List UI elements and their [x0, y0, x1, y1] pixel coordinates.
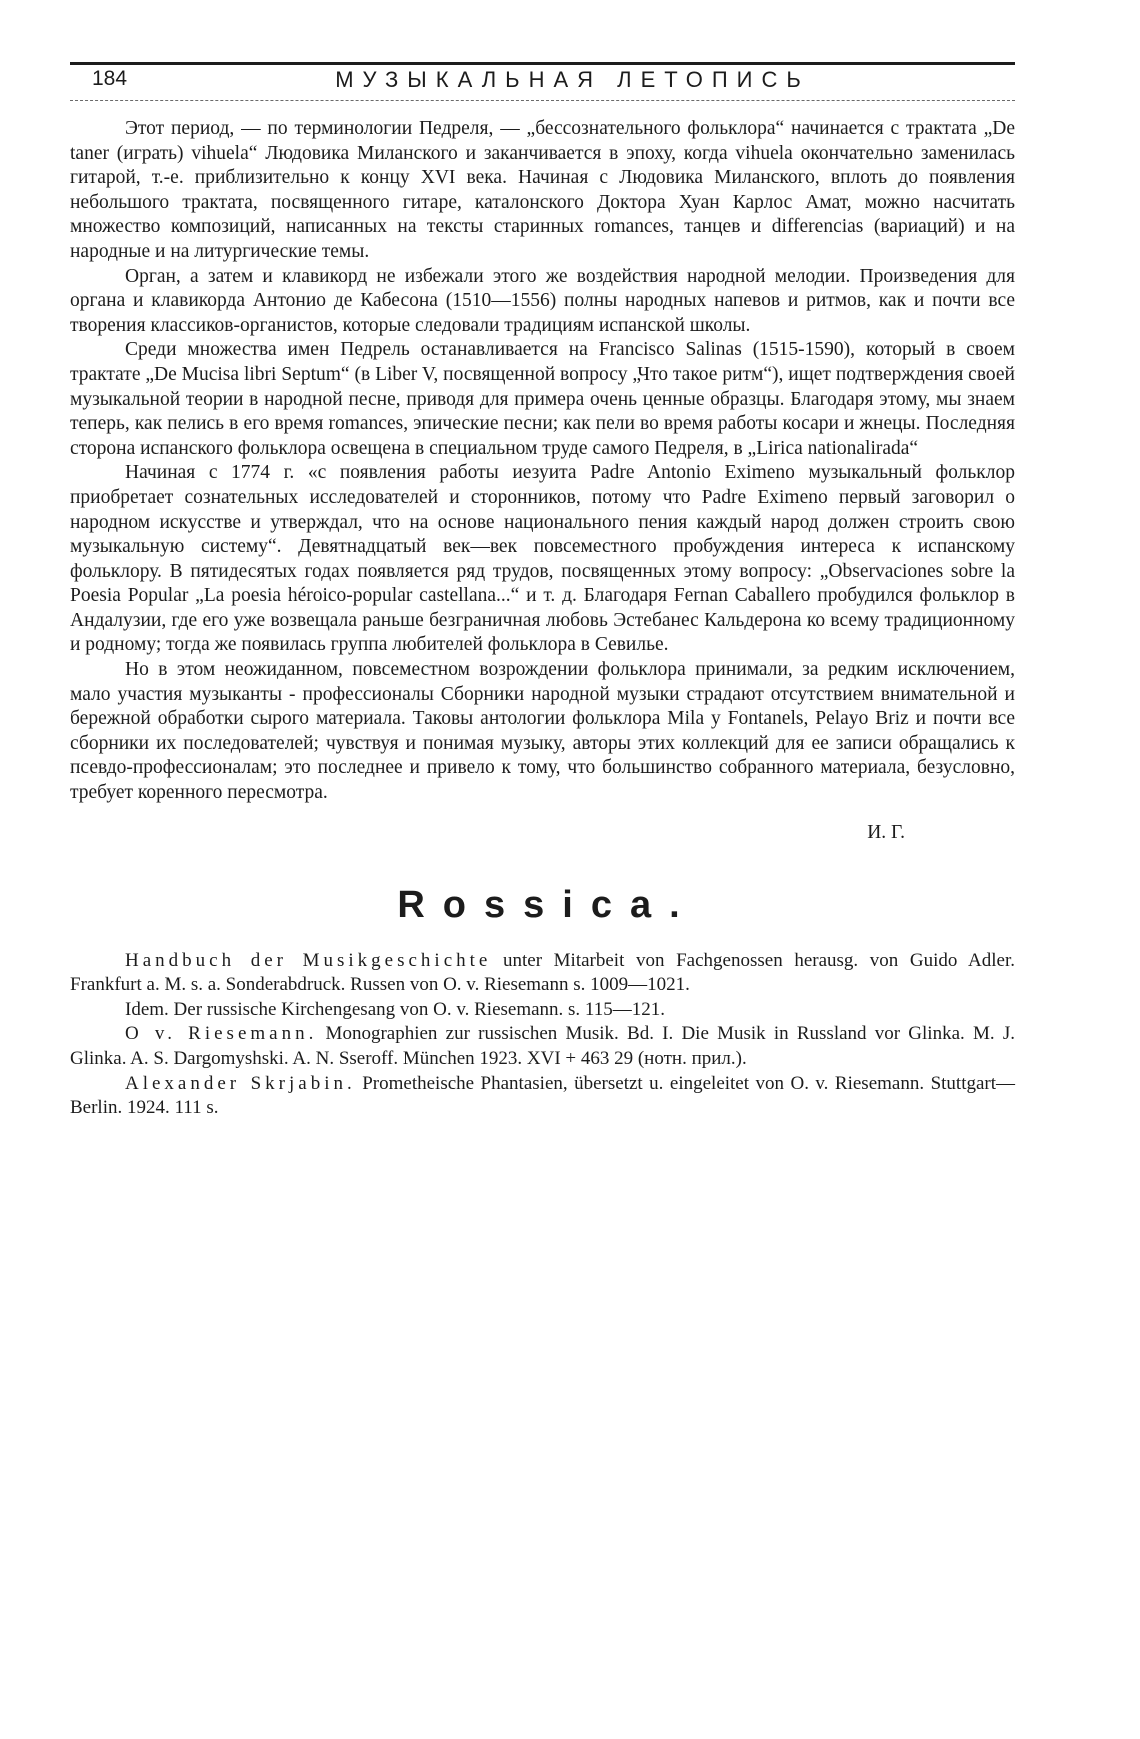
bibliography-entry [70, 949, 1015, 998]
bibliography-entry [70, 1022, 1015, 1071]
entry-text: Idem. Der russische Kirchengesang von O. v. Riesemann. s. 115—121. [125, 998, 665, 1020]
section-title: Rossica. [397, 883, 698, 926]
entry-text: Prometheische Phantasien, übersetzt u. eingeleitet von O. v. Riesemann. Stuttgart—Berlin. 1924. 111 s. [70, 1072, 1016, 1119]
entry-lead: O v. Riesemann. [125, 1023, 318, 1045]
paragraph: Начиная с 1774 г. «с появления работы иезуита Padre Antonio Eximeno музыкальный фольклор приобретает сознательных исследователей и сторонников, потому что Padre Eximeno первый заговорил о народном искусстве и утверждал, что на основе национального пения каждый народ должен строить свою музыкальную систему“. Девятнадцатый век—век повсеместного пробуждения интереса к испанскому фольклору. В пятидесятых годах появляется ряд трудов, посвященных этому вопросу: „Observaciones sobre la Poesia Popular „La poesia héroico-popular castellana...“ и т. д. Благодаря Fernan Caballero пробудился фольклор в Андалузии, где его уже возвещала раньше безграничная любовь Эстебанес Кальдерона ко всему традиционному и родному; тогда же появилась группа любителей фольклора в Севилье. [70, 462, 1015, 656]
entry-lead: Alexander Skrjabin. [125, 1072, 356, 1094]
header-divider [70, 100, 1015, 101]
entry-text: Monographien zur russischen Musik. Bd. I. Die Musik in Russland vor Glinka. M. J. Glinka. A. S. Dargomyshski. A. N. Sseroff. München 1923. XVI + 463 29 (нотн. прил.). [70, 1023, 1015, 1069]
page-number: 184 [92, 67, 128, 90]
bibliography-entry [70, 998, 1015, 1023]
page [70, 62, 1015, 1121]
entry-text: unter Mitarbeit von Fachgenossen herausg. von Guido Adler. Frankfurt a. M. s. a. Sonderabdruck. Russen von O. v. Riesemann s. 1009—1021. [70, 949, 1015, 996]
bibliography-entry [70, 1072, 1015, 1121]
bibliography [70, 949, 1015, 1121]
article-body [70, 117, 1015, 806]
running-title: МУЗЫКАЛЬНАЯ ЛЕТОПИСЬ [335, 67, 810, 92]
entry-lead: Handbuch der Musikgeschichte [125, 949, 492, 971]
paragraph: Но в этом неожиданном, повсеместном возрождении фольклора принимали, за редким исключением, мало участия музыканты - профессионалы Сборники народной музыки страдают отсутствием внимательной и бережной обработки сырого материала. Таковы антологии фольклора Mila y Fontanels, Pelayo Briz и почти все сборники их последователей; чувствуя и понимая музыку, авторы этих коллекций для ее записи обращались к псевдо-профессионалам; это последнее и привело к тому, что большинство собранного материала, безусловно, требует коренного пересмотра. [70, 659, 1015, 804]
paragraph: Этот период, — по терминологии Педреля, — „бессознательного фольклора“ начинается с трактата „De taner (играть) vihuela“ Людовика Миланского и заканчивается в эпоху, когда vihuela окончательно заменилась гитарой, т.-е. приблизительно к концу XVI века. Начиная с Людовика Миланского, вплоть до появления небольшого трактата, посвященного гитаре, каталонского Доктора Хуан Карлос Амат, можно насчитать множество композиций, написанных на тексты старинных romances, танцев и differencias (вариаций) и на народные и на литургические темы. [70, 118, 1015, 262]
paragraph: Среди множества имен Педрель останавливается на Francisco Salinas (1515-1590), который в своем трактате „De Mucisa libri Septum“ (в Liber V, посвященной вопросу „Что такое ритм“), ищет подтверждения своей музыкальной теории в народной песне, приводя для примера очень ценные образцы. Благодаря этому, мы знаем теперь, как пелись в его время romances, эпические песни; как пели во время работы косари и жнецы. Последняя сторона испанского фольклора освещена в специальном труде самого Педреля, в „Lirica nationalirada“ [70, 339, 1015, 459]
paragraph: Орган, а затем и клавикорд не избежали этого же воздействия народной мелодии. Произведения для органа и клавикорда Антонио де Кабесона (1510—1556) полны народных напевов и ритмов, как и почти все творения классиков-органистов, которые следовали традициям испанской школы. [70, 265, 1015, 336]
page-header [70, 62, 1015, 105]
author-signature: И. Г. [867, 821, 905, 843]
